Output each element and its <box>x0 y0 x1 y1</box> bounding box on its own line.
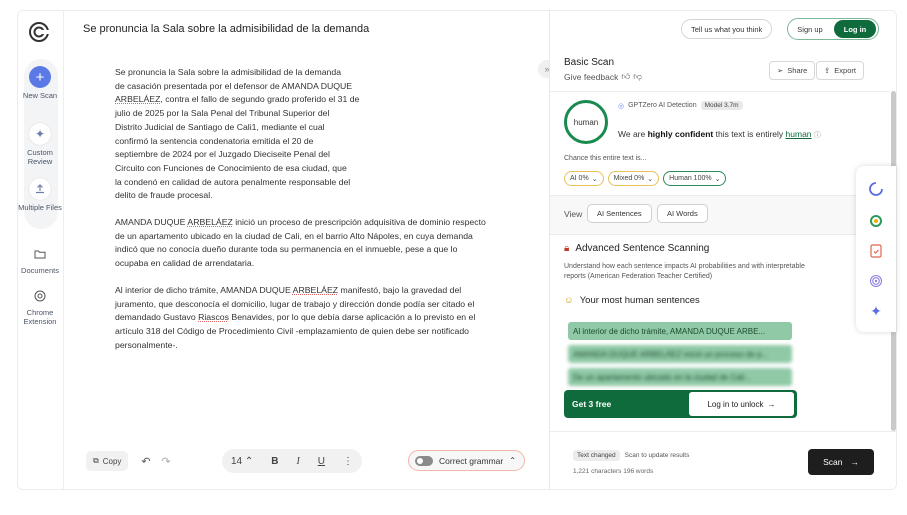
mixed-pill[interactable] <box>608 171 660 186</box>
advanced-title-label: Advanced Sentence Scanning <box>575 243 710 254</box>
text-line: artículo 318 del Código de Procedimiento Civil -emplazamiento de quien debe ser notificado <box>115 325 469 336</box>
text-line: septiembre de 2024 por el Juzgado Dieciseite Penal del <box>115 149 330 160</box>
redo-icon[interactable]: ↷ <box>161 455 171 468</box>
font-size-value: 14 <box>230 455 243 467</box>
ring-label: human <box>573 117 599 127</box>
toggle-switch[interactable] <box>415 456 433 466</box>
detector-info <box>618 101 743 110</box>
thumbs-up-icon[interactable]: 👍︎ <box>621 71 631 81</box>
text-line: personalmente-. <box>115 339 178 350</box>
paragraph-1 <box>115 66 515 203</box>
gptzero-logo[interactable] <box>28 21 50 43</box>
verdict-ring <box>564 100 608 144</box>
floating-tool-bar <box>856 166 896 332</box>
login-button[interactable]: Log in <box>834 20 876 38</box>
lock-icon: 🔒︎ <box>564 243 570 254</box>
human-pill[interactable] <box>663 171 726 186</box>
text-line: Benavides, por lo que debía darse aplicación a lo previsto en el <box>228 312 476 323</box>
document-editor[interactable] <box>115 66 515 365</box>
verdict-text <box>618 129 821 140</box>
text-line: Al interior de dicho trámite, AMANDA DUQUE <box>115 284 293 295</box>
paragraph-2 <box>115 216 515 271</box>
divider <box>550 91 890 92</box>
model-badge: Model 3.7m <box>701 101 743 110</box>
share-label: Share <box>787 66 808 75</box>
panel-footer <box>550 431 897 490</box>
document-title[interactable]: Se pronuncia la Sala sobre la admisibilidad de la demanda <box>83 23 370 35</box>
scan-label: Scan <box>823 457 843 467</box>
text-changed-status <box>573 450 689 461</box>
underline-button[interactable]: U <box>317 455 325 467</box>
give-feedback-label: Give feedback <box>564 71 619 82</box>
chevron-up-icon: ⌃ <box>509 456 516 465</box>
human-sentence: AMANDA DUQUE ARBELÁEZ inició un proceso de p... <box>568 345 792 363</box>
login-to-unlock-button[interactable] <box>689 392 794 416</box>
advanced-description: Understand how each sentence impacts AI probabilities and with interpretable reports (American Federation Teacher Certified) <box>564 263 805 280</box>
text-line: ocupaba en calidad de arrendataria. <box>115 258 255 269</box>
export-label: Export <box>834 66 856 75</box>
human-title-label: Your most human sentences <box>579 295 700 306</box>
gptzero-ring-icon[interactable] <box>867 180 885 198</box>
auth-group <box>787 18 879 40</box>
human-sentence: De un apartamento ubicado en la ciudad de Cali... <box>568 368 792 386</box>
get-free-label: Get 3 free <box>572 399 612 409</box>
text-line: Distrito Judicial de Santiago de Cali1, mediante el cual <box>115 121 325 132</box>
export-icon: ⇪ <box>824 66 831 75</box>
text-line: Se pronuncia la Sala sobre la admisibilidad de la demanda <box>115 67 342 77</box>
sparkle-icon[interactable]: ✦ <box>870 302 882 319</box>
text-line: delito de fraude procesal. <box>115 190 213 201</box>
text-counts: 1,221 characters 196 words <box>573 468 654 475</box>
multicolor-ring-icon[interactable] <box>867 212 885 230</box>
chrome-extension-button[interactable] <box>18 287 62 326</box>
text-changed-tag: Text changed <box>573 450 620 461</box>
verdict-mid: this text is entirely <box>713 129 786 139</box>
probability-pills <box>564 171 726 186</box>
history-controls <box>136 451 176 471</box>
undo-icon[interactable]: ↶ <box>141 455 151 468</box>
correct-grammar-label: Correct grammar <box>439 455 504 466</box>
ai-words-button[interactable]: AI Words <box>657 204 708 223</box>
advanced-scanning-title <box>564 243 709 254</box>
scan-button[interactable] <box>808 449 874 475</box>
human-sentences-title <box>564 295 700 306</box>
ai-pill[interactable] <box>564 171 604 186</box>
detector-name: GPTZero AI Detection <box>628 102 697 109</box>
document-check-icon[interactable] <box>867 242 885 260</box>
chevron-down-icon: ⌄ <box>647 175 654 183</box>
more-options-button[interactable]: ⋮ <box>342 455 353 467</box>
plus-icon: + <box>29 66 51 88</box>
text-line: julio de 2025 por la Sala Penal del Tribunal Superior del <box>115 108 330 119</box>
text-line: indicó que no conocía dueño durante toda su permanencia en el inmueble, pese a que lo <box>115 244 458 255</box>
text-line: demandado Gustavo <box>115 312 199 323</box>
flagged-word[interactable]: ARBELÁEZ <box>115 94 161 105</box>
view-mode-row <box>550 195 890 235</box>
chrome-icon <box>29 287 51 305</box>
chance-label: Chance this entire text is... <box>564 155 647 162</box>
new-scan-label: New Scan <box>22 91 58 100</box>
format-toolbar <box>222 449 362 473</box>
human-pill-label: Human 100% <box>669 175 712 182</box>
text-line: AMANDA DUQUE <box>115 217 188 228</box>
upload-icon <box>29 178 51 200</box>
verdict-bold: highly confident <box>647 129 714 139</box>
text-line: de casación presentada por el defensor de AMANDA DUQUE <box>115 80 353 91</box>
view-label: View <box>564 209 583 219</box>
verdict-word[interactable]: human <box>785 129 812 139</box>
arrow-right-icon: → <box>850 457 859 467</box>
text-changed-message: Scan to update results <box>624 452 690 459</box>
font-size-select[interactable]: 14 ⌃ <box>230 455 254 467</box>
text-line: juramento, que desconocía el domicilio, lugar de trabajo y dirección donde podía ser citado el <box>115 298 475 309</box>
text-line: Circuito con Funciones de Conocimiento de esa ciudad, que <box>115 162 347 173</box>
flagged-word[interactable]: ARBELÁEZ <box>187 217 233 228</box>
multiple-files-label: Multiple Files <box>18 203 62 212</box>
text-line: inició un proceso de prescripción adquisitiva de dominio respecto <box>232 217 486 228</box>
documents-button[interactable] <box>18 245 62 275</box>
correct-grammar-toggle[interactable] <box>408 450 525 471</box>
info-icon[interactable]: ⓘ <box>813 132 821 139</box>
custom-review-label: Custom Review <box>27 148 53 166</box>
mixed-pill-label: Mixed 0% <box>613 175 645 182</box>
text-line: la condenó en calidad de autora penalmente responsable del <box>115 176 351 187</box>
feedback-button[interactable]: Tell us what you think <box>681 19 772 39</box>
give-feedback <box>564 71 642 82</box>
flagged-word[interactable]: Riascos <box>198 312 229 323</box>
share-button[interactable] <box>769 61 815 80</box>
arrow-right-icon: → <box>767 399 776 409</box>
text-line: manifestó, bajo la gravedad del <box>338 284 462 295</box>
folder-icon <box>29 245 51 263</box>
custom-review-button[interactable] <box>18 123 62 166</box>
human-sentence[interactable]: Al interior de dicho trámite, AMANDA DUQUE ARBE... <box>568 322 792 340</box>
paragraph-3 <box>115 284 515 353</box>
italic-button[interactable]: I <box>296 455 300 467</box>
send-icon: ➢ <box>777 66 784 75</box>
thumbs-down-icon[interactable]: 👎︎ <box>633 71 642 81</box>
text-line: confirmó la sentencia condenatoria emitida el 20 de <box>115 135 314 146</box>
multiple-files-button[interactable] <box>18 178 62 212</box>
export-button[interactable] <box>816 61 864 80</box>
text-line: , contra el fallo de segundo grado proferido el 31 de <box>160 94 360 105</box>
gptzero-mini-icon: ◎ <box>618 102 625 110</box>
text-line: de un apartamento ubicado en la ciudad de Cali, en el barrio Alto Nápoles, en cuya demanda <box>115 230 473 241</box>
app-window <box>17 10 897 490</box>
flagged-word[interactable]: ARBELÁEZ <box>292 284 339 295</box>
copy-icon: ⧉ <box>93 456 99 465</box>
fingerprint-icon[interactable] <box>867 272 885 290</box>
verdict-pre: We are <box>618 129 648 139</box>
scan-title: Basic Scan <box>564 57 615 68</box>
new-scan-button[interactable] <box>18 66 62 100</box>
documents-label: Documents <box>21 266 59 275</box>
copy-label: Copy <box>102 456 122 466</box>
chevron-down-icon: ⌄ <box>591 175 598 183</box>
sparkle-icon: ✦ <box>29 123 51 145</box>
chevron-down-icon: ⌄ <box>714 175 721 183</box>
left-rail <box>18 11 64 490</box>
smile-icon: ☺ <box>564 295 574 306</box>
unlock-label: Log in to unlock <box>707 399 764 409</box>
chrome-extension-label: Chrome Extension <box>23 308 57 326</box>
signup-button[interactable]: Sign up <box>797 24 823 34</box>
ai-pill-label: AI 0% <box>570 175 589 182</box>
bold-button[interactable]: B <box>271 455 279 467</box>
ai-sentences-button[interactable]: AI Sentences <box>587 204 652 223</box>
results-panel <box>549 11 897 490</box>
double-chevron-icon: » <box>544 64 550 74</box>
copy-button[interactable] <box>86 451 128 471</box>
unlock-banner <box>564 390 797 418</box>
